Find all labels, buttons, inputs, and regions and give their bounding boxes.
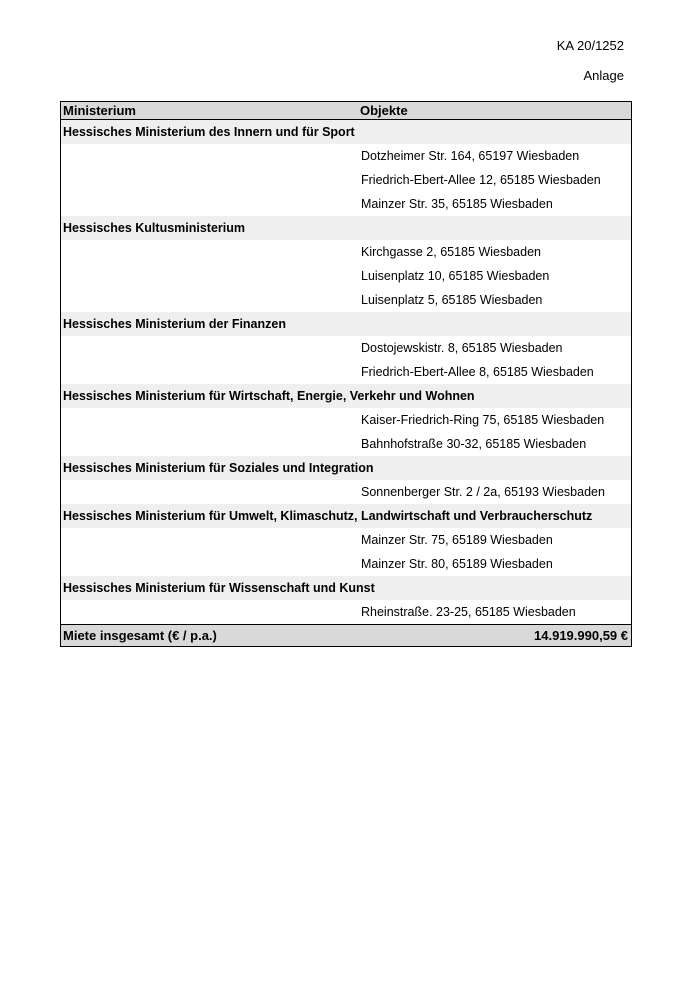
ministry-name: Hessisches Ministerium für Soziales und Integration [63, 461, 374, 475]
ministry-row [61, 576, 631, 600]
object-address: Dostojewskistr. 8, 65185 Wiesbaden [361, 341, 563, 355]
ministry-row [61, 120, 631, 144]
object-address: Mainzer Str. 80, 65189 Wiesbaden [361, 557, 553, 571]
column-header-ministry: Ministerium [63, 103, 136, 118]
object-address: Luisenplatz 5, 65185 Wiesbaden [361, 293, 543, 307]
column-header-objects: Objekte [360, 103, 408, 118]
object-row [61, 408, 631, 432]
object-address: Friedrich-Ebert-Allee 12, 65185 Wiesbaden [361, 173, 601, 187]
object-row [61, 480, 631, 504]
ministry-name: Hessisches Kultusministerium [63, 221, 246, 235]
object-row [61, 600, 631, 624]
object-address: Luisenplatz 10, 65185 Wiesbaden [361, 269, 550, 283]
object-address: Mainzer Str. 35, 65185 Wiesbaden [361, 197, 553, 211]
ministry-name: Hessisches Ministerium für Wirtschaft, Energie, Verkehr und Wohnen [63, 389, 475, 403]
object-address: Dotzheimer Str. 164, 65197 Wiesbaden [361, 149, 580, 163]
ministry-name: Hessisches Ministerium des Innern und für Sport [63, 125, 355, 139]
object-row [61, 264, 631, 288]
ministry-row [61, 384, 631, 408]
ministry-name: Hessisches Ministerium für Umwelt, Klimaschutz, Landwirtschaft und Verbraucherschutz [63, 509, 593, 523]
object-address: Friedrich-Ebert-Allee 8, 65185 Wiesbaden [361, 365, 594, 379]
ministry-name: Hessisches Ministerium der Finanzen [63, 317, 286, 331]
object-address: Kaiser-Friedrich-Ring 75, 65185 Wiesbaden [361, 413, 605, 427]
rent-table [60, 101, 632, 647]
object-row [61, 240, 631, 264]
table-header-row [61, 102, 631, 120]
total-value: 14.919.990,59 € [534, 628, 628, 643]
ministry-row [61, 456, 631, 480]
ministry-name: Hessisches Ministerium für Wissenschaft und Kunst [63, 581, 375, 595]
object-row [61, 336, 631, 360]
table-body [61, 120, 631, 624]
object-row [61, 168, 631, 192]
object-row [61, 432, 631, 456]
object-address: Kirchgasse 2, 65185 Wiesbaden [361, 245, 541, 259]
object-row [61, 360, 631, 384]
object-row [61, 528, 631, 552]
ministry-row [61, 504, 631, 528]
document-reference: KA 20/1252 [556, 38, 624, 53]
object-row [61, 144, 631, 168]
object-address: Rheinstraße. 23-25, 65185 Wiesbaden [361, 605, 576, 619]
object-row [61, 552, 631, 576]
total-row [61, 624, 631, 646]
attachment-label: Anlage [583, 68, 624, 83]
object-row [61, 192, 631, 216]
object-address: Bahnhofstraße 30-32, 65185 Wiesbaden [361, 437, 587, 451]
total-label: Miete insgesamt (€ / p.a.) [63, 628, 217, 643]
object-row [61, 288, 631, 312]
ministry-row [61, 216, 631, 240]
object-address: Mainzer Str. 75, 65189 Wiesbaden [361, 533, 553, 547]
ministry-row [61, 312, 631, 336]
object-address: Sonnenberger Str. 2 / 2a, 65193 Wiesbaden [361, 485, 605, 499]
